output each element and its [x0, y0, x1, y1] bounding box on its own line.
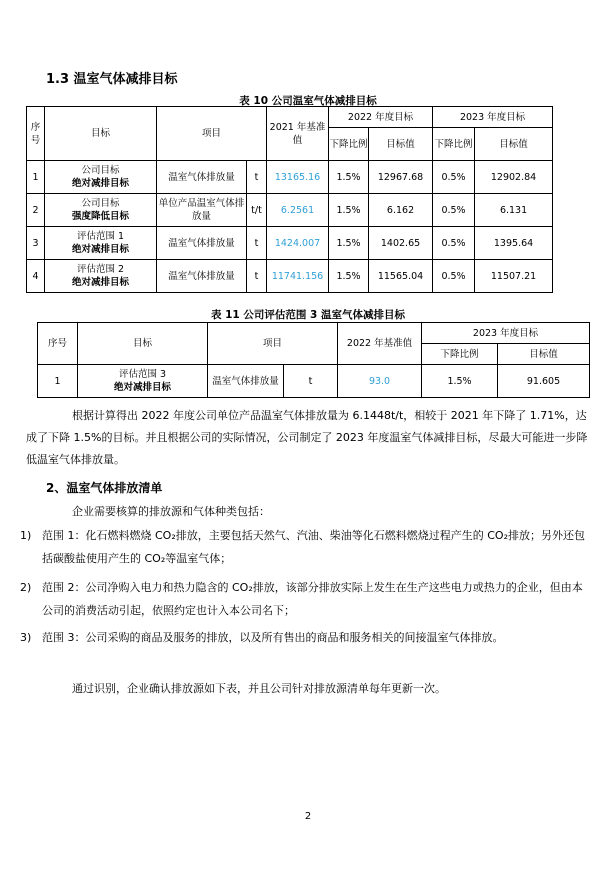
cell-no: 1 [38, 365, 78, 398]
cell-item: 温室气体排放量 [157, 161, 247, 194]
table10-emission-targets [26, 106, 553, 293]
header-no: 序号 [27, 107, 45, 161]
cell-unit: t [247, 260, 267, 293]
table-row [27, 227, 553, 260]
section2-title: 2、温室气体排放清单 [46, 481, 163, 495]
cell-value-2022: 12967.68 [369, 161, 433, 194]
header-base-2022: 2022 年基准值 [338, 323, 422, 365]
cell-ratio-2023: 0.5% [433, 194, 475, 227]
target-label: 评估范围 1 [76, 231, 125, 242]
list-text: 范围 2：公司净购入电力和热力隐含的 CO₂排放，该部分排放实际上发生在生产这些电力或热力的企业，但由本公司的消费活动引起，依照约定也计入本公司名下； [42, 581, 583, 617]
cell-value-2023: 11507.21 [475, 260, 553, 293]
cell-value-2023: 1395.64 [475, 227, 553, 260]
cell-target [45, 194, 157, 227]
header-value-2022: 目标值 [369, 128, 433, 161]
cell-ratio-2022: 1.5% [329, 227, 369, 260]
cell-value-2023: 6.131 [475, 194, 553, 227]
target-label: 评估范围 2 [76, 264, 125, 275]
target-type: 强度降低目标 [71, 211, 129, 222]
page-number: 2 [304, 811, 312, 822]
cell-ratio-2022: 1.5% [329, 161, 369, 194]
cell-unit: t [247, 161, 267, 194]
table11-caption: 表 11 公司评估范围 3 温室气体减排目标 [210, 309, 406, 321]
header-goal-2023: 2023 年度目标 [433, 107, 553, 128]
cell-value-2023: 91.605 [498, 365, 590, 398]
cell-unit: t [247, 227, 267, 260]
header-item: 项目 [208, 323, 338, 365]
list-number: 2) [20, 581, 32, 594]
header-no: 序号 [38, 323, 78, 365]
cell-no: 4 [27, 260, 45, 293]
table-row [27, 161, 553, 194]
table-row [27, 260, 553, 293]
cell-item: 温室气体排放量 [208, 365, 284, 398]
cell-base: 1424.007 [267, 227, 329, 260]
list-text: 范围 1：化石燃料燃烧 CO₂排放，主要包括天然气、汽油、柴油等化石燃料燃烧过程产生的 CO₂排放；另外还包括碳酸盐使用产生的 CO₂等温室气体； [42, 529, 585, 565]
cell-value-2022: 1402.65 [369, 227, 433, 260]
target-type: 绝对减排目标 [71, 244, 129, 255]
target-type: 绝对减排目标 [71, 178, 129, 189]
cell-target [78, 365, 208, 398]
target-label: 评估范围 3 [118, 369, 167, 380]
cell-value-2023: 12902.84 [475, 161, 553, 194]
cell-no: 2 [27, 194, 45, 227]
cell-item: 温室气体排放量 [157, 227, 247, 260]
header-goal-2022: 2022 年度目标 [329, 107, 433, 128]
cell-target [45, 161, 157, 194]
cell-no: 1 [27, 161, 45, 194]
cell-ratio-2023: 0.5% [433, 161, 475, 194]
cell-ratio-2023: 1.5% [422, 365, 498, 398]
list-number: 1) [20, 529, 32, 542]
header-item: 项目 [157, 107, 267, 161]
section-title: 1.3 温室气体减排目标 [46, 72, 178, 87]
cell-ratio-2023: 0.5% [433, 260, 475, 293]
cell-base: 6.2561 [267, 194, 329, 227]
cell-ratio-2022: 1.5% [329, 260, 369, 293]
target-label: 公司目标 [81, 198, 120, 209]
cell-no: 3 [27, 227, 45, 260]
cell-target [45, 260, 157, 293]
cell-base: 11741.156 [267, 260, 329, 293]
header-base-2021: 2021 年基准值 [267, 107, 329, 161]
header-goal-2023: 2023 年度目标 [422, 323, 590, 344]
cell-base: 93.0 [338, 365, 422, 398]
target-label: 公司目标 [81, 165, 120, 176]
header-target: 目标 [45, 107, 157, 161]
target-type: 绝对减排目标 [113, 382, 171, 393]
list-item [20, 626, 590, 649]
table-row [27, 194, 553, 227]
table10-caption: 表 10 公司温室气体减排目标 [239, 95, 377, 107]
cell-value-2022: 6.162 [369, 194, 433, 227]
cell-ratio-2022: 1.5% [329, 194, 369, 227]
cell-base: 13165.16 [267, 161, 329, 194]
cell-unit: t [284, 365, 338, 398]
header-value-2023: 目标值 [498, 344, 590, 365]
table11-scope3-targets [37, 322, 590, 398]
paragraph-conclusion: 通过识别，企业确认排放源如下表，并且公司针对排放源清单每年更新一次。 [72, 682, 446, 695]
header-ratio-2023: 下降比例 [433, 128, 475, 161]
cell-unit: t/t [247, 194, 267, 227]
header-ratio-2022: 下降比例 [329, 128, 369, 161]
cell-value-2022: 11565.04 [369, 260, 433, 293]
list-item [20, 576, 590, 622]
cell-item: 温室气体排放量 [157, 260, 247, 293]
header-target: 目标 [78, 323, 208, 365]
table-row [38, 365, 590, 398]
header-value-2023: 目标值 [475, 128, 553, 161]
cell-item: 单位产品温室气体排放量 [157, 194, 247, 227]
list-item [20, 524, 590, 570]
header-ratio-2023: 下降比例 [422, 344, 498, 365]
paragraph-summary: 根据计算得出 2022 年度公司单位产品温室气体排放量为 6.1448t/t，相较于 2021 年下降了 1.71%，达成了下降 1.5%的目标。并且根据公司的实际情况，公司制定了 2023 年度温室气体减排目标，尽最大可能进一步降低温室气体排放量。 [26, 409, 588, 466]
target-type: 绝对减排目标 [71, 277, 129, 288]
list-text: 范围 3：公司采购的商品及服务的排放，以及所有售出的商品和服务相关的间接温室气体排放。 [42, 631, 504, 644]
paragraph-intro: 企业需要核算的排放源和气体种类包括： [72, 505, 270, 518]
cell-ratio-2023: 0.5% [433, 227, 475, 260]
cell-target [45, 227, 157, 260]
list-number: 3) [20, 631, 32, 644]
